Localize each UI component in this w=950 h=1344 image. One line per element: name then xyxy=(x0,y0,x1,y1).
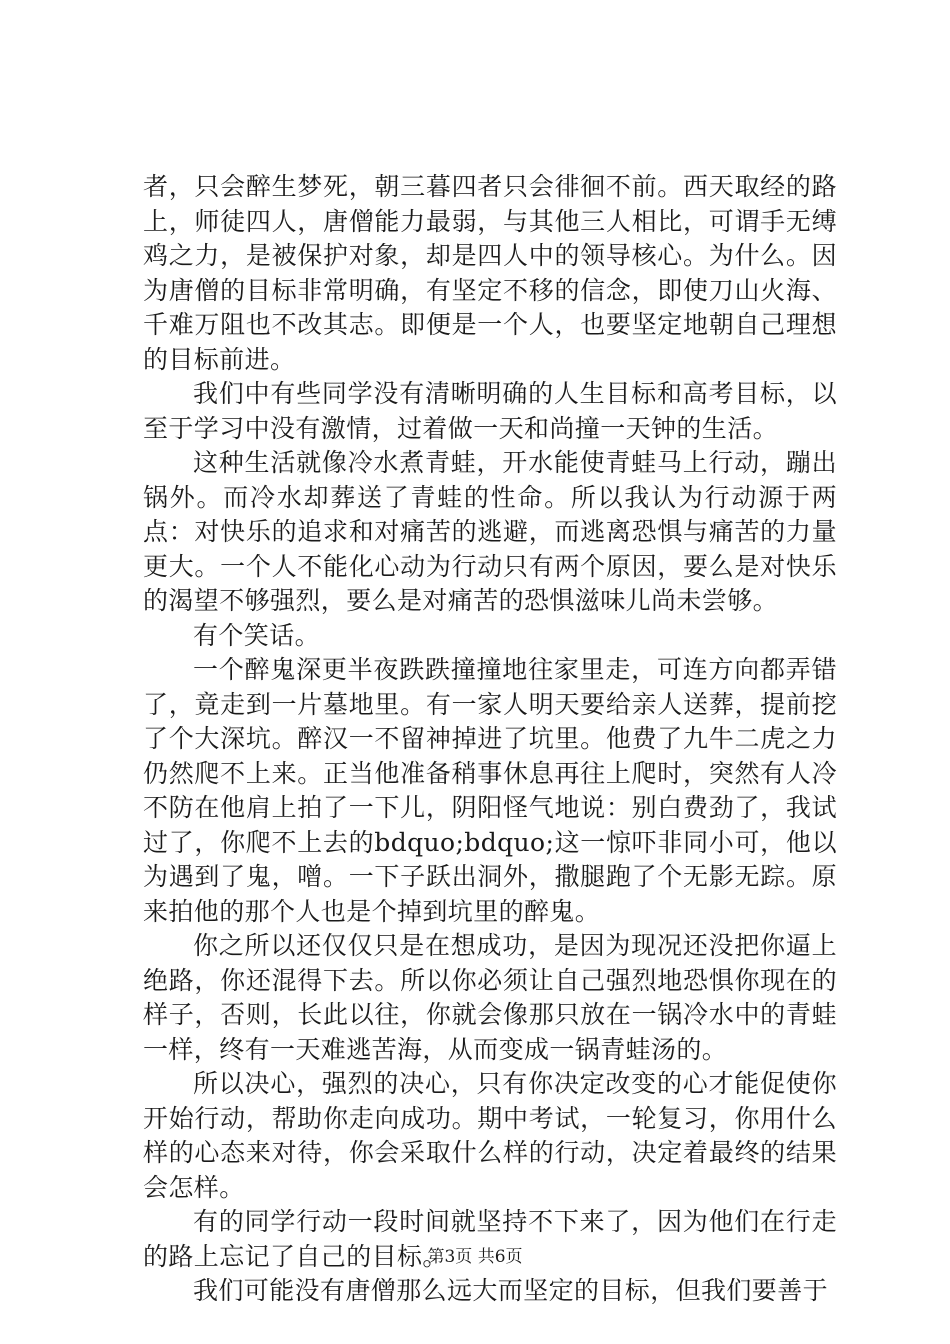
paragraph: 一个醉鬼深更半夜跌跌撞撞地往家里走，可连方向都弄错了，竟走到一片墓地里。有一家人明天要给亲人送葬，提前挖了个大深坑。醉汉一不留神掉进了坑里。他费了九牛二虎之力仍然爬不上来。正当他准备稍事休息再往上爬时，突然有人冷不防在他肩上拍了一下儿，阴阳怪气地说：别白费劲了，我试过了，你爬不上去的bdquo;bdquo;这一惊吓非同小可，他以为遇到了鬼，噌。一下子跃出洞外，撒腿跑了个无影无踪。原来拍他的那个人也是个掉到坑里的醉鬼。 xyxy=(143,655,837,926)
paragraph: 我们中有些同学没有清晰明确的人生目标和高考目标，以至于学习中没有激情，过着做一天和尚撞一天钟的生活。 xyxy=(143,379,837,443)
document-body xyxy=(143,170,837,1309)
paragraph: 这种生活就像冷水煮青蛙，开水能使青蛙马上行动，蹦出锅外。而冷水却葬送了青蛙的性命。所以我认为行动源于两点：对快乐的追求和对痛苦的逃避，而逃离恐惧与痛苦的力量更大。一个人不能化心动为行动只有两个原因，要么是对快乐的渴望不够强烈，要么是对痛苦的恐惧滋味儿尚未尝够。 xyxy=(143,448,837,615)
paragraph: 有个笑话。 xyxy=(193,620,321,650)
paragraph: 所以决心，强烈的决心，只有你决定改变的心才能促使你开始行动，帮助你走向成功。期中考试，一轮复习，你用什么样的心态来对待，你会采取什么样的行动，决定着最终的结果会怎样。 xyxy=(143,1069,837,1202)
paragraph: 有的同学行动一段时间就坚持不下来了，因为他们在行走的路上忘记了自己的目标。 xyxy=(143,1207,837,1271)
paragraph: 者，只会醉生梦死，朝三暮四者只会徘徊不前。西天取经的路上，师徒四人，唐僧能力最弱，与其他三人相比，可谓手无缚鸡之力，是被保护对象，却是四人中的领导核心。为什么。因为唐僧的目标非常明确，有坚定不移的信念，即使刀山火海、千难万阻也不改其志。即便是一个人，也要坚定地朝自己理想的目标前进。 xyxy=(143,172,837,374)
page-footer: 第3页 共6页 xyxy=(427,1247,523,1267)
paragraph: 我们可能没有唐僧那么远大而坚定的目标，但我们要善于 xyxy=(193,1276,829,1305)
paragraph: 你之所以还仅仅只是在想成功，是因为现况还没把你逼上绝路，你还混得下去。所以你必须让自己强烈地恐惧你现在的样子，否则，长此以往，你就会像那只放在一锅冷水中的青蛙一样，终有一天难逃苦海，从而变成一锅青蛙汤的。 xyxy=(143,931,837,1064)
